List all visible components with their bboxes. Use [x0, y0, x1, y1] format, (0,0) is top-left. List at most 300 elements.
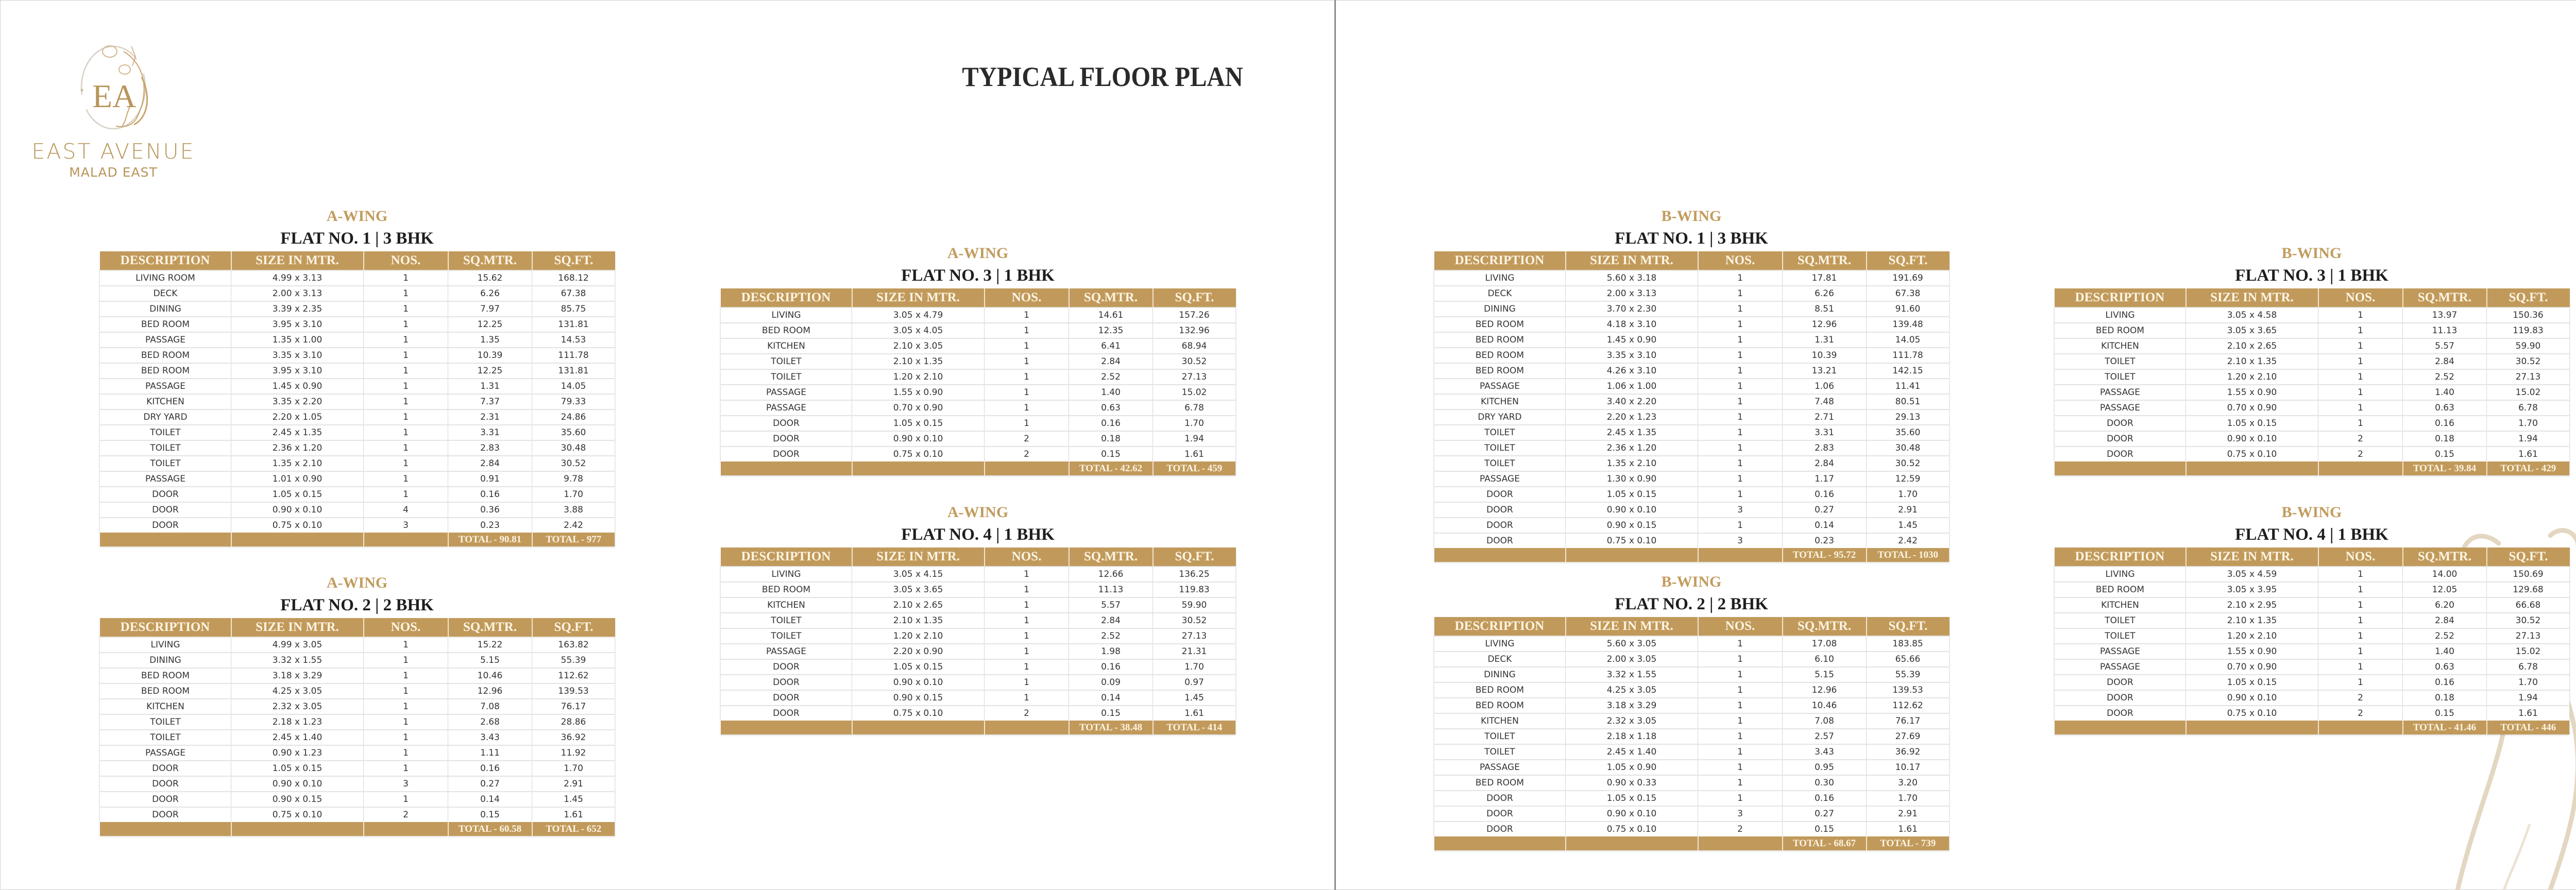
wing-label: B-WING — [2281, 504, 2342, 521]
table-cell: 12.35 — [1069, 323, 1153, 338]
table-cell: 12.59 — [1867, 471, 1950, 487]
table-cell: 1.70 — [532, 761, 615, 776]
table-cell: 4.99 x 3.13 — [231, 270, 364, 286]
table-cell: 30.48 — [1867, 440, 1950, 456]
table-cell: 5.15 — [448, 653, 532, 668]
table-cell: 2.91 — [1867, 806, 1950, 821]
table-row — [721, 582, 1236, 597]
table-cell: DOOR — [721, 659, 852, 675]
table-cell: DINING — [100, 653, 231, 668]
column-header: SIZE IN MTR. — [1566, 617, 1698, 636]
table-row — [2055, 369, 2570, 385]
table-cell: BED ROOM — [1434, 363, 1566, 379]
table-row — [100, 317, 615, 332]
table-cell: 0.90 x 0.15 — [231, 792, 364, 807]
table-cell: 2.31 — [448, 409, 532, 425]
table-cell: 11.13 — [2403, 323, 2487, 338]
table-cell: 3.95 x 3.10 — [231, 317, 364, 332]
table-row — [100, 776, 615, 792]
table-cell: 3 — [1698, 806, 1783, 821]
total-sqft: TOTAL - 459 — [1153, 461, 1236, 475]
table-cell: 1 — [364, 332, 448, 348]
table-cell: TOILET — [100, 440, 231, 456]
column-header: SQ.FT. — [1153, 547, 1236, 567]
table-cell: DECK — [100, 286, 231, 301]
table-cell: 1 — [1698, 471, 1783, 487]
table-cell: 27.69 — [1867, 729, 1950, 744]
column-header: SQ.MTR. — [448, 251, 532, 270]
table-cell: 3.05 x 4.58 — [2186, 307, 2318, 323]
table-cell: 1.55 x 0.90 — [2186, 385, 2318, 400]
table-cell: 139.53 — [532, 683, 615, 699]
table-cell: BED ROOM — [1434, 317, 1566, 332]
table-cell: 0.90 x 0.10 — [2186, 690, 2318, 706]
table-cell: 1 — [364, 301, 448, 317]
table-cell: TOILET — [1434, 744, 1566, 760]
table-cell: 2 — [985, 447, 1069, 461]
table-cell: DOOR — [1434, 487, 1566, 502]
area-table — [99, 618, 615, 836]
table-cell: 0.75 x 0.10 — [1566, 821, 1698, 836]
table-cell: 0.95 — [1783, 760, 1867, 775]
table-cell: 1.45 — [532, 792, 615, 807]
table-cell: 4.26 x 3.10 — [1566, 363, 1698, 379]
table-cell: DECK — [1434, 286, 1566, 301]
table-row — [1434, 698, 1950, 713]
total-sqmtr: TOTAL - 68.67 — [1783, 836, 1867, 850]
table-cell: BED ROOM — [721, 582, 852, 597]
area-table — [720, 288, 1236, 475]
table-cell: DOOR — [100, 776, 231, 792]
table-cell: 2.32 x 3.05 — [231, 699, 364, 714]
table-cell: 1.30 x 0.90 — [1566, 471, 1698, 487]
table-row — [721, 400, 1236, 416]
total-empty-cell — [2318, 721, 2403, 734]
table-cell: 10.39 — [448, 348, 532, 363]
table-cell: 0.27 — [448, 776, 532, 792]
table-cell: 2.10 x 1.35 — [852, 613, 985, 628]
table-cell: 1 — [1698, 775, 1783, 791]
table-row — [2055, 597, 2570, 613]
flat-block-b1 — [1434, 206, 1949, 562]
table-cell: 0.90 x 0.10 — [2186, 431, 2318, 447]
table-cell: 0.90 x 0.10 — [231, 776, 364, 792]
table-cell: 0.75 x 0.10 — [231, 518, 364, 533]
table-row — [1434, 502, 1950, 518]
table-cell: 35.60 — [1867, 425, 1950, 440]
table-cell: 2.52 — [1069, 628, 1153, 644]
table-cell: 139.53 — [1867, 682, 1950, 698]
table-cell: BED ROOM — [1434, 682, 1566, 698]
table-cell: 5.57 — [2403, 338, 2487, 354]
table-cell: 3 — [364, 776, 448, 792]
table-cell: 3.31 — [1783, 425, 1867, 440]
table-cell: 1.20 x 2.10 — [2186, 628, 2318, 644]
table-cell: BED ROOM — [100, 317, 231, 332]
table-cell: 2.84 — [1069, 354, 1153, 369]
table-cell: 1 — [2318, 354, 2403, 369]
table-cell: DOOR — [721, 431, 852, 447]
flat-title: FLAT NO. 1 | 3 BHK — [1615, 229, 1768, 248]
table-cell: 1.20 x 2.10 — [2186, 369, 2318, 385]
table-cell: 0.90 x 0.15 — [852, 690, 985, 706]
table-cell: 29.13 — [1867, 409, 1950, 425]
table-cell: 5.60 x 3.05 — [1566, 636, 1698, 652]
table-cell: 1.05 x 0.15 — [852, 659, 985, 675]
table-cell: 6.20 — [2403, 597, 2487, 613]
table-cell: 1 — [985, 338, 1069, 354]
table-cell: 1 — [985, 354, 1069, 369]
table-cell: 4 — [364, 502, 448, 518]
wing-label: B-WING — [2281, 245, 2342, 262]
table-cell: 4.25 x 3.05 — [231, 683, 364, 699]
table-row — [1434, 425, 1950, 440]
total-sqmtr: TOTAL - 39.84 — [2403, 461, 2487, 475]
table-row — [2055, 416, 2570, 431]
area-table — [1434, 251, 1950, 562]
table-cell: 79.33 — [532, 394, 615, 409]
table-cell: 1.70 — [1153, 416, 1236, 431]
column-header: SQ.FT. — [2487, 288, 2570, 307]
table-row — [100, 394, 615, 409]
flat-block-b3 — [2054, 243, 2569, 475]
table-cell: DOOR — [721, 706, 852, 721]
total-empty-cell — [231, 822, 364, 836]
table-cell: 0.90 x 0.33 — [1566, 775, 1698, 791]
column-header: SQ.FT. — [532, 618, 615, 637]
table-cell: BED ROOM — [100, 668, 231, 683]
table-cell: 4.25 x 3.05 — [1566, 682, 1698, 698]
table-cell: 157.26 — [1153, 307, 1236, 323]
table-cell: 150.69 — [2487, 567, 2570, 582]
total-row — [721, 461, 1236, 475]
table-row — [721, 644, 1236, 659]
table-cell: 1 — [985, 675, 1069, 690]
table-cell: PASSAGE — [1434, 471, 1566, 487]
table-cell: 15.62 — [448, 270, 532, 286]
table-cell: 3.20 — [1867, 775, 1950, 791]
table-cell: 2.71 — [1783, 409, 1867, 425]
table-cell: 3.35 x 3.10 — [231, 348, 364, 363]
table-row — [721, 628, 1236, 644]
table-cell: DOOR — [100, 487, 231, 502]
table-cell: KITCHEN — [2055, 597, 2186, 613]
table-row — [1434, 775, 1950, 791]
table-cell: 1 — [1698, 363, 1783, 379]
table-cell: 3.31 — [448, 425, 532, 440]
table-cell: 0.16 — [2403, 675, 2487, 690]
table-row — [100, 745, 615, 761]
column-header: NOS. — [1698, 617, 1783, 636]
table-cell: 1 — [1698, 760, 1783, 775]
table-cell: 1 — [985, 597, 1069, 613]
table-cell: 24.86 — [532, 409, 615, 425]
table-row — [1434, 409, 1950, 425]
table-cell: DOOR — [1434, 791, 1566, 806]
table-cell: 0.90 x 0.10 — [1566, 502, 1698, 518]
table-cell: 1.61 — [1867, 821, 1950, 836]
table-cell: PASSAGE — [100, 745, 231, 761]
table-cell: PASSAGE — [1434, 379, 1566, 394]
table-row — [2055, 613, 2570, 628]
table-cell: 1.20 x 2.10 — [852, 628, 985, 644]
table-cell: 2.00 x 3.13 — [1566, 286, 1698, 301]
table-cell: 0.18 — [1069, 431, 1153, 447]
column-header: SQ.FT. — [1153, 288, 1236, 307]
table-cell: PASSAGE — [2055, 400, 2186, 416]
total-empty-cell — [1698, 548, 1783, 562]
table-cell: 0.16 — [1069, 659, 1153, 675]
table-row — [100, 363, 615, 379]
table-cell: 3.70 x 2.30 — [1566, 301, 1698, 317]
table-cell: 112.62 — [532, 668, 615, 683]
table-cell: 35.60 — [532, 425, 615, 440]
table-cell: BED ROOM — [721, 323, 852, 338]
table-cell: 2.84 — [2403, 354, 2487, 369]
table-cell: 1.20 x 2.10 — [852, 369, 985, 385]
table-header-row — [1434, 617, 1950, 636]
table-cell: 1 — [1698, 286, 1783, 301]
table-cell: 0.27 — [1783, 502, 1867, 518]
table-cell: 1.61 — [1153, 447, 1236, 461]
total-sqft: TOTAL - 977 — [532, 533, 615, 546]
table-row — [2055, 690, 2570, 706]
table-cell: 2.42 — [532, 518, 615, 533]
table-row — [721, 354, 1236, 369]
table-cell: 12.05 — [2403, 582, 2487, 597]
table-header-row — [1434, 251, 1950, 270]
table-cell: 0.16 — [1069, 416, 1153, 431]
total-empty-cell — [985, 721, 1069, 734]
table-row — [1434, 760, 1950, 775]
table-cell: 1.70 — [2487, 416, 2570, 431]
table-cell: 1 — [2318, 597, 2403, 613]
total-sqmtr: TOTAL - 41.46 — [2403, 721, 2487, 734]
table-row — [2055, 644, 2570, 659]
table-row — [1434, 652, 1950, 667]
table-cell: 2.83 — [448, 440, 532, 456]
table-cell: 8.51 — [1783, 301, 1867, 317]
table-cell: 2.45 x 1.35 — [231, 425, 364, 440]
table-cell: LIVING — [2055, 567, 2186, 582]
table-cell: DOOR — [100, 807, 231, 822]
table-cell: 36.92 — [532, 730, 615, 745]
table-cell: 2.84 — [448, 456, 532, 471]
table-cell: 1 — [1698, 409, 1783, 425]
table-cell: 2.18 x 1.18 — [1566, 729, 1698, 744]
table-cell: BED ROOM — [2055, 582, 2186, 597]
table-cell: 1 — [364, 653, 448, 668]
table-cell: 0.16 — [448, 761, 532, 776]
table-cell: 2.36 x 1.20 — [1566, 440, 1698, 456]
table-cell: 6.26 — [1783, 286, 1867, 301]
column-header: NOS. — [1698, 251, 1783, 270]
total-sqmtr: TOTAL - 90.81 — [448, 533, 532, 546]
table-cell: DOOR — [100, 502, 231, 518]
table-cell: 1 — [985, 659, 1069, 675]
table-cell: TOILET — [2055, 628, 2186, 644]
table-cell: 1.70 — [1867, 487, 1950, 502]
table-cell: 1.61 — [532, 807, 615, 822]
table-row — [1434, 379, 1950, 394]
table-cell: 1.06 x 1.00 — [1566, 379, 1698, 394]
table-cell: 1 — [364, 409, 448, 425]
table-cell: 1.70 — [1153, 659, 1236, 675]
table-row — [1434, 744, 1950, 760]
flat-title: FLAT NO. 4 | 1 BHK — [901, 525, 1055, 544]
table-cell: 27.13 — [2487, 369, 2570, 385]
column-header: DESCRIPTION — [2055, 288, 2186, 307]
column-header: SQ.MTR. — [1069, 288, 1153, 307]
table-row — [100, 714, 615, 730]
table-cell: 1.98 — [1069, 644, 1153, 659]
table-cell: 3.05 x 3.65 — [852, 582, 985, 597]
table-cell: 67.38 — [1867, 286, 1950, 301]
page-title: TYPICAL FLOOR PLAN — [962, 61, 1243, 92]
table-cell: TOILET — [721, 613, 852, 628]
table-row — [1434, 332, 1950, 348]
column-header: SQ.FT. — [1867, 617, 1950, 636]
table-cell: 1 — [985, 582, 1069, 597]
table-cell: 12.96 — [1783, 682, 1867, 698]
table-cell: BED ROOM — [1434, 332, 1566, 348]
table-row — [2055, 354, 2570, 369]
table-cell: 1 — [985, 628, 1069, 644]
flat-title: FLAT NO. 1 | 3 BHK — [280, 229, 434, 248]
table-cell: 0.23 — [1783, 533, 1867, 548]
table-cell: 150.36 — [2487, 307, 2570, 323]
table-cell: DOOR — [721, 416, 852, 431]
table-cell: 131.81 — [532, 317, 615, 332]
table-cell: 163.82 — [532, 637, 615, 653]
column-header: SIZE IN MTR. — [231, 618, 364, 637]
table-cell: 0.75 x 0.10 — [2186, 706, 2318, 721]
table-cell: 15.02 — [2487, 385, 2570, 400]
table-cell: 0.14 — [1783, 518, 1867, 533]
table-cell: 3.32 x 1.55 — [1566, 667, 1698, 682]
table-cell: 27.13 — [1153, 369, 1236, 385]
table-cell: 1 — [1698, 744, 1783, 760]
table-cell: 1 — [985, 690, 1069, 706]
table-row — [100, 471, 615, 487]
table-cell: 119.83 — [1153, 582, 1236, 597]
table-cell: 1.05 x 0.15 — [2186, 675, 2318, 690]
wing-label: A-WING — [326, 208, 388, 225]
table-cell: 0.15 — [1069, 706, 1153, 721]
table-cell: 0.90 x 1.23 — [231, 745, 364, 761]
table-cell: 1 — [364, 730, 448, 745]
table-row — [100, 730, 615, 745]
table-header-row — [721, 547, 1236, 567]
column-header: DESCRIPTION — [100, 251, 231, 270]
flat-block-a2 — [99, 573, 615, 836]
table-cell: TOILET — [2055, 369, 2186, 385]
total-empty-cell — [100, 822, 231, 836]
table-cell: 2.10 x 2.95 — [2186, 597, 2318, 613]
total-empty-cell — [721, 461, 852, 475]
table-cell: 1.05 x 0.15 — [852, 416, 985, 431]
brand-logo — [31, 41, 206, 191]
table-cell: 7.48 — [1783, 394, 1867, 409]
table-cell: 1.45 — [1867, 518, 1950, 533]
column-header: DESCRIPTION — [721, 547, 852, 567]
total-empty-cell — [2055, 461, 2186, 475]
table-cell: 1 — [1698, 729, 1783, 744]
table-row — [100, 637, 615, 653]
table-row — [721, 706, 1236, 721]
table-cell: 1 — [985, 644, 1069, 659]
total-sqmtr: TOTAL - 95.72 — [1783, 548, 1867, 562]
table-cell: 1.61 — [2487, 706, 2570, 721]
table-cell: 30.52 — [1153, 354, 1236, 369]
table-cell: 1.05 x 0.90 — [1566, 760, 1698, 775]
table-cell: 1 — [364, 637, 448, 653]
table-cell: 1 — [364, 714, 448, 730]
total-empty-cell — [2186, 721, 2318, 734]
table-cell: 0.16 — [448, 487, 532, 502]
table-row — [100, 699, 615, 714]
table-cell: 15.22 — [448, 637, 532, 653]
table-cell: 1.70 — [2487, 675, 2570, 690]
table-row — [1434, 456, 1950, 471]
table-cell: 14.00 — [2403, 567, 2487, 582]
table-cell: 131.81 — [532, 363, 615, 379]
area-table — [1434, 617, 1950, 850]
table-cell: 0.70 x 0.90 — [2186, 400, 2318, 416]
table-cell: 2 — [2318, 447, 2403, 461]
table-cell: TOILET — [100, 730, 231, 745]
table-cell: 1 — [364, 668, 448, 683]
table-cell: 1 — [1698, 636, 1783, 652]
table-cell: 2.32 x 3.05 — [1566, 713, 1698, 729]
column-header: SIZE IN MTR. — [231, 251, 364, 270]
table-cell: 67.38 — [532, 286, 615, 301]
table-cell: 1 — [2318, 307, 2403, 323]
table-row — [721, 369, 1236, 385]
table-cell: 0.15 — [1783, 821, 1867, 836]
monogram-text: EA — [92, 78, 137, 114]
table-cell: 0.63 — [2403, 400, 2487, 416]
table-cell: 59.90 — [1153, 597, 1236, 613]
table-cell: 0.70 x 0.90 — [2186, 659, 2318, 675]
table-cell: 1 — [364, 270, 448, 286]
table-cell: 0.90 x 0.10 — [852, 431, 985, 447]
table-cell: KITCHEN — [1434, 713, 1566, 729]
column-header: SIZE IN MTR. — [852, 547, 985, 567]
table-cell: KITCHEN — [2055, 338, 2186, 354]
column-header: SQ.MTR. — [2403, 547, 2487, 567]
table-cell: 91.60 — [1867, 301, 1950, 317]
table-cell: 1.35 x 2.10 — [1566, 456, 1698, 471]
table-cell: 2.20 x 1.05 — [231, 409, 364, 425]
table-cell: 2.10 x 1.35 — [852, 354, 985, 369]
table-cell: 0.16 — [1783, 791, 1867, 806]
table-row — [100, 286, 615, 301]
table-cell: 1 — [364, 425, 448, 440]
table-row — [100, 792, 615, 807]
table-cell: 1.05 x 0.15 — [231, 487, 364, 502]
table-cell: 2.52 — [2403, 628, 2487, 644]
table-cell: DINING — [1434, 667, 1566, 682]
table-cell: 1 — [1698, 332, 1783, 348]
column-header: SQ.MTR. — [2403, 288, 2487, 307]
table-row — [1434, 286, 1950, 301]
table-cell: 1.05 x 0.15 — [2186, 416, 2318, 431]
table-cell: 76.17 — [532, 699, 615, 714]
table-cell: 65.66 — [1867, 652, 1950, 667]
table-cell: 0.23 — [448, 518, 532, 533]
table-cell: 1 — [2318, 582, 2403, 597]
